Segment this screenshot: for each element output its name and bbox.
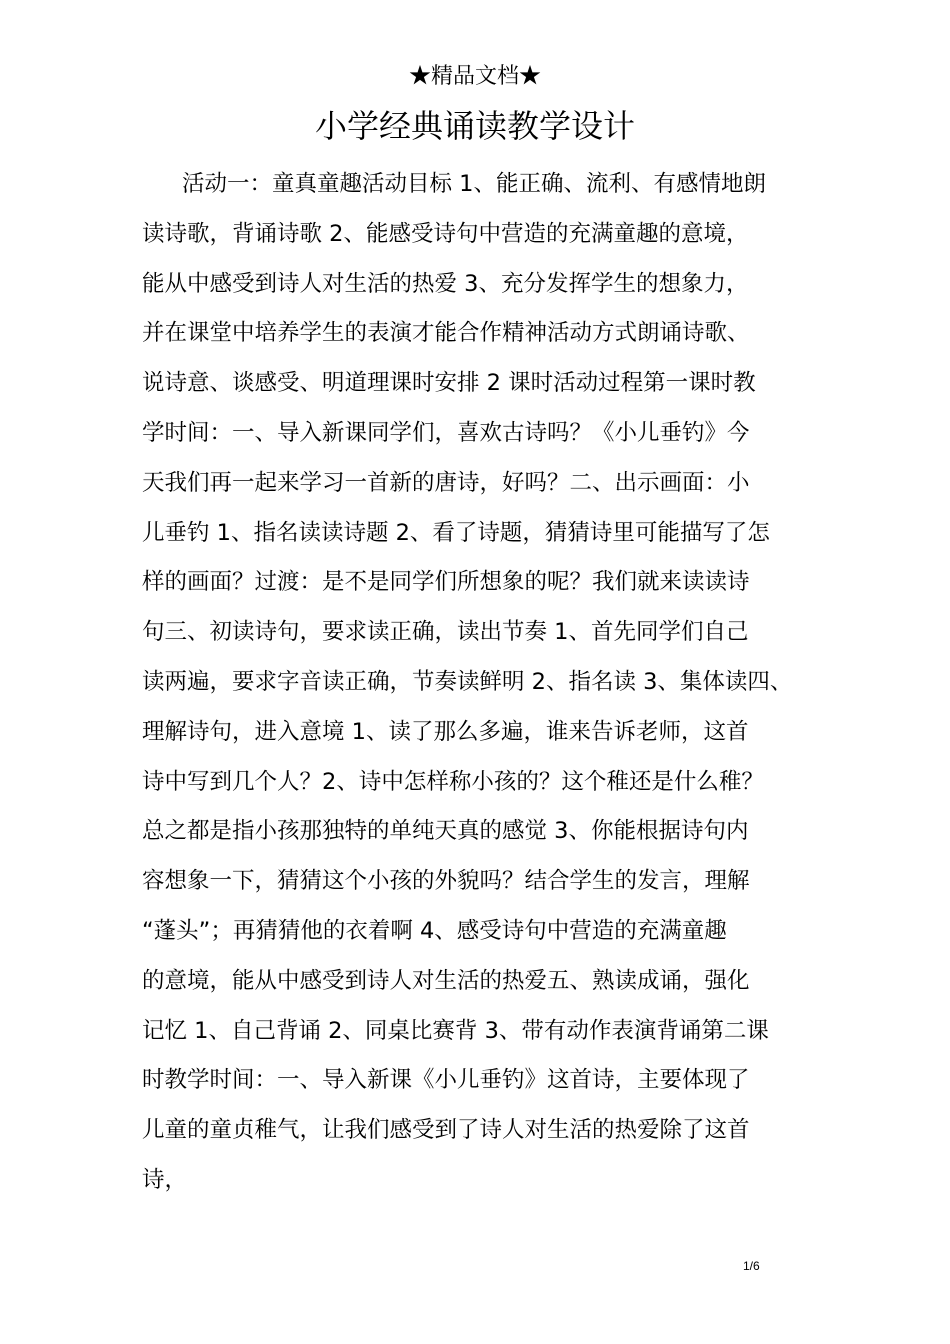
body-line: 样的画面？过渡：是不是同学们所想象的呢？我们就来读读诗: [142, 569, 750, 596]
document-header: ★精品文档★: [408, 64, 541, 89]
body-line: 天我们再一起来学习一首新的唐诗，好吗？二、出示画面：小: [142, 469, 750, 496]
body-line: 活动一：童真童趣活动目标 1、能正确、流利、有感情地朗: [182, 171, 766, 197]
page-number: 1/6: [743, 1259, 760, 1273]
body-line: 读诗歌，背诵诗歌 2、能感受诗句中营造的充满童趣的意境，: [142, 220, 749, 247]
body-line: 儿垂钓 1、指名读读诗题 2、看了诗题，猜猜诗里可能描写了怎: [142, 519, 770, 546]
body-line: 诗，: [142, 1166, 188, 1193]
body-line: 句三、初读诗句，要求读正确，读出节奏 1、首先同学们自己: [142, 619, 749, 646]
body-line: 时教学时间：一、导入新课《小儿垂钓》这首诗，主要体现了: [142, 1067, 750, 1094]
body-line: 学时间：一、导入新课同学们，喜欢古诗吗？《小儿垂钓》今: [142, 419, 750, 446]
body-line: 读两遍，要求字音读正确，节奏读鲜明 2、指名读 3、集体读四、: [142, 668, 793, 695]
body-line: 能从中感受到诗人对生活的热爱 3、充分发挥学生的想象力，: [142, 270, 749, 297]
body-line: 诗中写到几个人？2、诗中怎样称小孩的？这个稚还是什么稚？: [142, 768, 764, 795]
body-line: 的意境，能从中感受到诗人对生活的热爱五、熟读成诵，强化: [142, 967, 750, 994]
document-title: 小学经典诵读教学设计: [314, 107, 635, 145]
body-line: “蓬头”；再猜猜他的衣着啊 4、感受诗句中营造的充满童趣: [142, 917, 727, 944]
body-line: 总之都是指小孩那独特的单纯天真的感觉 3、你能根据诗句内: [142, 818, 749, 845]
document-body: [142, 160, 822, 1206]
body-line: 容想象一下，猜猜这个小孩的外貌吗？结合学生的发言，理解: [142, 868, 750, 895]
body-line: 儿童的童贞稚气，让我们感受到了诗人对生活的热爱除了这首: [142, 1117, 750, 1144]
body-line: 说诗意、谈感受、明道理课时安排 2 课时活动过程第一课时教: [142, 370, 756, 397]
body-line: 并在课堂中培养学生的表演才能合作精神活动方式朗诵诗歌、: [142, 320, 750, 347]
body-line: 记忆 1、自己背诵 2、同桌比赛背 3、带有动作表演背诵第二课: [142, 1017, 769, 1044]
body-line: 理解诗句，进入意境 1、读了那么多遍，谁来告诉老师，这首: [142, 718, 749, 745]
